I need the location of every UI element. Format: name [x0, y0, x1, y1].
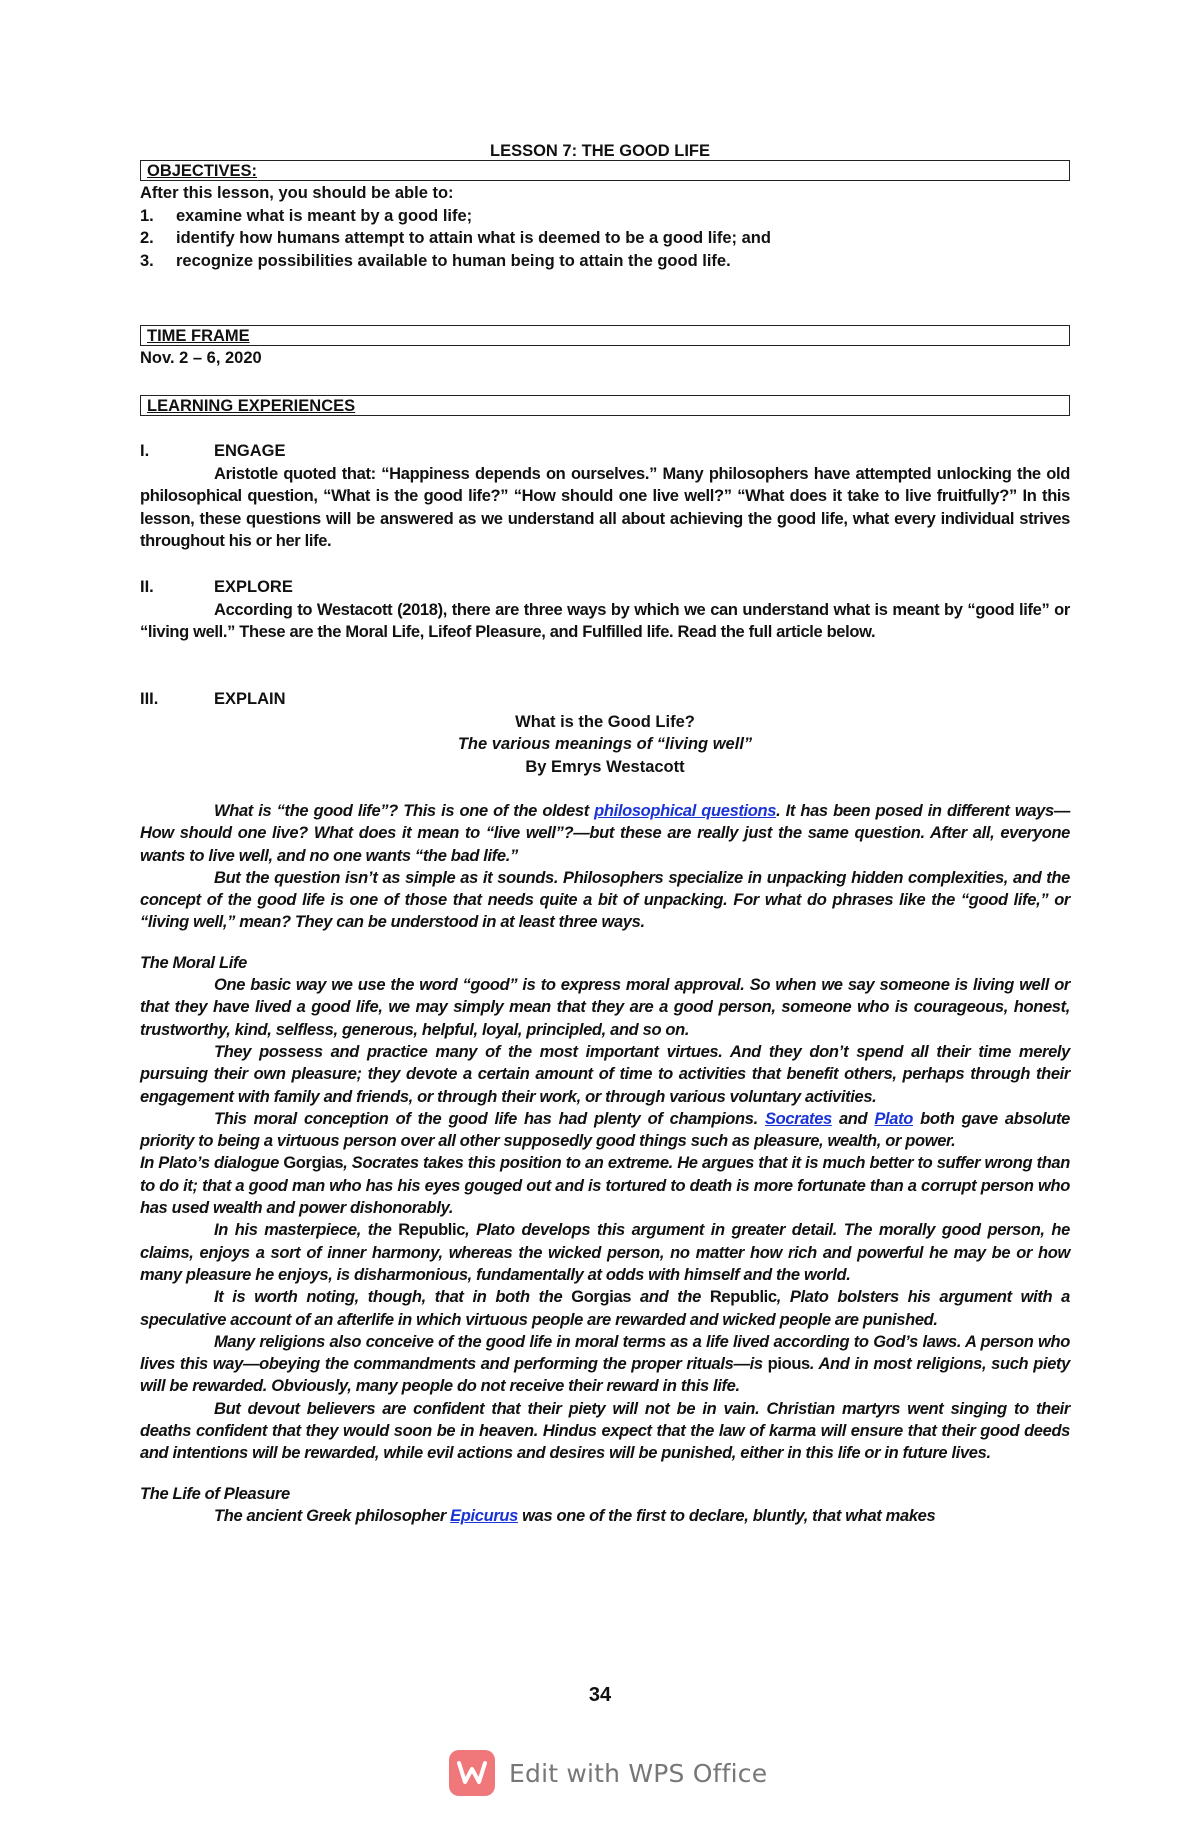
text-run: , Plato develops this argument in greater detail. The morally good person, he claims, enjoys a sort of inner harmony, whereas the wicked person, no matter how rich and powerful he may be or how many pleasure he enjoys, is disharmonious, fundamentally at odds with himself and the world.: [140, 1221, 1070, 1284]
section-numeral: III.: [140, 690, 159, 708]
article-paragraph: [140, 1108, 1070, 1153]
text-run: Many religions also conceive of the good life in moral terms as a life lived according to God’s laws. A person who lives this way—obeying the commandments and performing the proper rituals—is: [140, 1332, 1070, 1374]
page-number: 34: [588, 1684, 612, 1706]
list-item: [140, 205, 1070, 228]
text-run: and the: [631, 1288, 710, 1307]
text-run: . And in most religions, such piety will be rewarded. Obviously, many people do not receive their reward in this life.: [140, 1355, 1070, 1396]
text-run: , Plato bolsters his argument with a speculative account of an afterlife in which virtuous people are rewarded and wicked people are punished.: [140, 1288, 1071, 1329]
objectives-heading-box: [140, 160, 1070, 181]
moral-life-heading: The Moral Life: [140, 953, 247, 972]
explore-paragraph: According to Westacott (2018), there are three ways by which we can understand what is meant by “good life” or “living well.” These are the Moral Life, Lifeof Pleasure, and Fulfilled life. Read the full article below.: [140, 600, 1070, 641]
time-frame-section: [140, 325, 1070, 370]
plato-link[interactable]: Plato: [874, 1109, 913, 1128]
list-text: recognize possibilities available to human being to attain the good life.: [176, 251, 731, 270]
learning-heading-box: [140, 395, 1070, 416]
article-paragraph: But the question isn’t as simple as it sounds. Philosophers specialize in unpacking hidden complexities, and the concept of the good life is one of those that needs quite a bit of unpacking. For what do phrases like the “good life,” or “living well,” mean? They can be understood in at least three ways.: [140, 868, 1070, 932]
work-title: Republic: [709, 1288, 777, 1307]
section-numeral: I.: [140, 442, 150, 460]
work-title: Gorgias: [571, 1288, 632, 1307]
philosophical-questions-link[interactable]: philosophical questions: [594, 802, 777, 820]
engage-paragraph: Aristotle quoted that: “Happiness depends on ourselves.” Many philosophers have attempted unlocking the old philosophical question, “What is the good life?” “How should one live well?” “What does it take to live fruitfully?” In this lesson, these questions will be answered as we understand all about achieving the good life, what every individual strives throughout his or her life.: [140, 464, 1070, 550]
work-title: Republic: [398, 1221, 466, 1240]
text-run: both gave absolute priority to being a virtuous person over all other supposedly good things such as pleasure, wealth, or power.: [140, 1109, 1070, 1151]
learning-section: [140, 395, 1070, 416]
list-number: 1.: [140, 206, 154, 225]
article-author: By Emrys Westacott: [525, 757, 685, 776]
wps-edit-banner[interactable]: [449, 1750, 767, 1796]
emphasis-word: pious: [767, 1355, 810, 1374]
objectives-intro: After this lesson, you should be able to:: [140, 184, 454, 202]
socrates-link[interactable]: Socrates: [764, 1109, 832, 1128]
life-of-pleasure-heading: The Life of Pleasure: [140, 1484, 290, 1503]
article-paragraph: They possess and practice many of the most important virtues. And they don’t spend all their time merely pursuing their own pleasure; they devote a certain amount of time to activities that benefit others, perhaps through their engagement with family and friends, or through their work, or through various voluntary activities.: [140, 1042, 1070, 1106]
wps-logo-icon: [449, 1750, 495, 1796]
article-paragraph: [140, 1331, 1070, 1398]
list-text: examine what is meant by a good life;: [176, 206, 473, 225]
article-paragraph: [140, 1505, 1070, 1527]
text-run: It is worth noting, though, that in both the: [214, 1288, 572, 1307]
lesson-title: LESSON 7: THE GOOD LIFE: [489, 142, 711, 160]
section-heading: EXPLAIN: [214, 690, 286, 708]
list-number: 3.: [140, 251, 154, 270]
work-title: Gorgias: [283, 1154, 344, 1173]
objectives-section: [140, 160, 1070, 272]
engage-section: [140, 440, 1070, 553]
article-subtitle: The various meanings of “living well”: [457, 735, 753, 753]
article-paragraph: [140, 1219, 1070, 1286]
article-paragraph: [140, 1152, 1070, 1219]
time-frame-heading: TIME FRAME: [147, 327, 250, 345]
text-run: What is “the good life”? This is one of the oldest: [214, 802, 595, 820]
list-text: identify how humans attempt to attain what is deemed to be a good life; and: [176, 229, 771, 247]
list-number: 2.: [140, 229, 154, 247]
text-run: was one of the first to declare, bluntly, that what makes: [517, 1506, 936, 1525]
text-run: This moral conception of the good life has had plenty of champions.: [214, 1109, 765, 1128]
objectives-list: [140, 205, 1070, 273]
article-paragraph: [140, 1286, 1070, 1331]
wps-edit-label[interactable]: Edit with WPS Office: [509, 1758, 768, 1788]
list-item: [140, 227, 1070, 250]
explain-heading-row: [140, 688, 1070, 711]
article-paragraph: [140, 800, 1070, 867]
text-run: In his masterpiece, the: [214, 1221, 399, 1240]
epicurus-link[interactable]: Epicurus: [450, 1506, 518, 1525]
article-title: What is the Good Life?: [515, 712, 695, 731]
learning-heading: LEARNING EXPERIENCES: [147, 397, 356, 415]
text-run: . It has been posed in different ways—How should one live? What does it mean to “live well”?—but these are really just the same question. After all, everyone wants to live well, and no one wants “the bad life.”: [140, 802, 1070, 865]
explore-section: [140, 576, 1070, 644]
section-heading: EXPLORE: [214, 578, 293, 596]
engage-heading-row: [140, 440, 1070, 463]
time-frame-heading-box: [140, 325, 1070, 346]
explain-section: [140, 688, 1070, 778]
explore-heading-row: [140, 576, 1070, 599]
text-run: The ancient Greek philosopher: [214, 1506, 451, 1525]
text-run: In Plato’s dialogue: [140, 1154, 284, 1173]
section-numeral: II.: [140, 578, 154, 596]
objectives-heading: OBJECTIVES:: [147, 162, 258, 180]
article-body: [140, 800, 1070, 1527]
article-paragraph: One basic way we use the word “good” is to express moral approval. So when we say someone is living well or that they have lived a good life, we may simply mean that they are a good person, someone who is courageous, honest, trustworthy, kind, selfless, generous, helpful, loyal, principled, and so on.: [140, 976, 1070, 1039]
text-run: , Socrates takes this position to an extreme. He argues that it is much better to suffer wrong than to do it; that a good man who has his eyes gouged out and is tortured to death is more fortunate than a corrupt person who has used wealth and power dishonorably.: [140, 1154, 1070, 1218]
list-item: [140, 250, 1070, 273]
time-frame-value: Nov. 2 – 6, 2020: [140, 349, 262, 367]
section-heading: ENGAGE: [214, 442, 286, 460]
text-run: and: [831, 1109, 875, 1128]
article-paragraph: But devout believers are confident that their piety will not be in vain. Christian martyrs went singing to their deaths confident that they would soon be in heaven. Hindus expect that the law of karma will ensure that their good deeds and intentions will be rewarded, while evil actions and desires will be punished, either in this life or in future lives.: [140, 1399, 1070, 1463]
